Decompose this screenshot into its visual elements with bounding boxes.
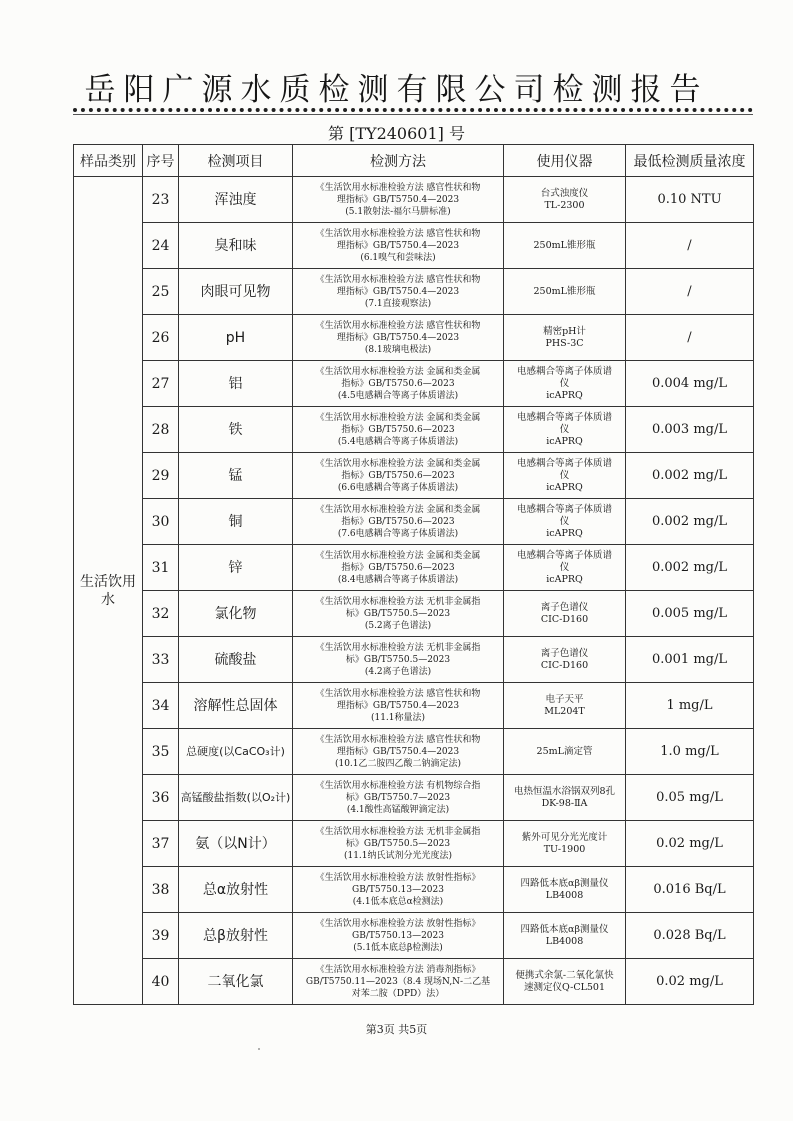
method-line: (4.2离子色谱法) xyxy=(364,666,432,677)
row-number: 26 xyxy=(143,315,179,361)
min-concentration: 1.0 mg/L xyxy=(626,729,754,775)
header-category: 样品类别 xyxy=(74,145,143,177)
min-concentration: 0.002 mg/L xyxy=(626,453,754,499)
row-number: 36 xyxy=(143,775,179,821)
table-row xyxy=(74,361,754,407)
test-item: 氯化物 xyxy=(179,591,293,637)
method-line: 标》GB/T5750.5—2023 xyxy=(345,838,451,849)
instrument-line: 精密pH计 xyxy=(543,325,586,337)
table-row xyxy=(74,545,754,591)
test-method xyxy=(293,361,504,407)
test-method xyxy=(293,499,504,545)
min-concentration: 0.10 NTU xyxy=(626,177,754,223)
test-method xyxy=(293,867,504,913)
row-number: 39 xyxy=(143,913,179,959)
test-method xyxy=(293,913,504,959)
sample-category: 生活饮用水 xyxy=(74,177,143,1005)
instrument xyxy=(504,867,626,913)
test-item: 总硬度(以CaCO₃计) xyxy=(179,729,293,775)
table-row xyxy=(74,683,754,729)
method-line: 理指标》GB/T5750.4—2023 xyxy=(336,746,460,757)
row-number: 24 xyxy=(143,223,179,269)
instrument-line: icAPRQ xyxy=(546,435,583,447)
method-line: 理指标》GB/T5750.4—2023 xyxy=(336,332,460,343)
method-line: (8.1玻璃电极法) xyxy=(364,344,432,355)
row-number: 35 xyxy=(143,729,179,775)
method-line: (10.1乙二胺四乙酸二钠滴定法) xyxy=(334,758,462,769)
table-row xyxy=(74,913,754,959)
report-title: 岳阳广源水质检测有限公司检测报告 xyxy=(84,72,709,108)
method-line: GB/T5750.13—2023 xyxy=(352,930,444,941)
instrument xyxy=(504,545,626,591)
instrument xyxy=(504,959,626,1005)
min-concentration: 0.05 mg/L xyxy=(626,775,754,821)
instrument xyxy=(504,637,626,683)
table-row xyxy=(74,775,754,821)
min-concentration: 0.003 mg/L xyxy=(626,407,754,453)
instrument-line: 紫外可见分光光度计 xyxy=(521,831,608,843)
min-concentration: 0.002 mg/L xyxy=(626,545,754,591)
test-item: 锌 xyxy=(179,545,293,591)
instrument-line: 仪 xyxy=(559,561,570,573)
instrument-line: icAPRQ xyxy=(546,481,583,493)
test-item: pH xyxy=(179,315,293,361)
min-concentration: 0.016 Bq/L xyxy=(626,867,754,913)
row-number: 32 xyxy=(143,591,179,637)
test-method xyxy=(293,223,504,269)
method-line: 标》GB/T5750.5—2023 xyxy=(345,608,451,619)
row-number: 31 xyxy=(143,545,179,591)
instrument-line: 仪 xyxy=(559,515,570,527)
test-item: 硫酸盐 xyxy=(179,637,293,683)
row-number: 37 xyxy=(143,821,179,867)
instrument-line: icAPRQ xyxy=(546,573,583,585)
report-number: 第 [TY240601] 号 xyxy=(328,124,465,143)
method-line: 《生活饮用水标准检验方法 金属和类金属 xyxy=(315,550,481,561)
test-item: 肉眼可见物 xyxy=(179,269,293,315)
method-line: 对苯二胺（DPD）法） xyxy=(351,988,445,999)
test-item: 浑浊度 xyxy=(179,177,293,223)
instrument xyxy=(504,913,626,959)
min-concentration: 0.001 mg/L xyxy=(626,637,754,683)
scan-speck xyxy=(258,1048,260,1050)
row-number: 28 xyxy=(143,407,179,453)
title-thin-rule xyxy=(73,114,753,115)
test-item: 锰 xyxy=(179,453,293,499)
test-method xyxy=(293,177,504,223)
method-line: 《生活饮用水标准检验方法 感官性状和物 xyxy=(315,274,481,285)
table-row xyxy=(74,407,754,453)
test-item: 二氧化氯 xyxy=(179,959,293,1005)
method-line: 理指标》GB/T5750.4—2023 xyxy=(336,194,460,205)
instrument-line: 仪 xyxy=(559,377,570,389)
method-line: (11.1纳氏试剂分光光度法) xyxy=(343,850,453,861)
min-concentration: 0.002 mg/L xyxy=(626,499,754,545)
page-number: 第3页 共5页 xyxy=(365,1023,428,1036)
row-number: 33 xyxy=(143,637,179,683)
table-row xyxy=(74,591,754,637)
method-line: 《生活饮用水标准检验方法 金属和类金属 xyxy=(315,412,481,423)
title-dotted-rule xyxy=(73,108,753,112)
method-line: 《生活饮用水标准检验方法 有机物综合指 xyxy=(315,780,481,791)
test-method xyxy=(293,775,504,821)
instrument-line: TL-2300 xyxy=(544,199,585,211)
method-line: (5.4电感耦合等离子体质谱法) xyxy=(337,436,459,447)
method-line: 《生活饮用水标准检验方法 感官性状和物 xyxy=(315,734,481,745)
min-concentration: / xyxy=(626,269,754,315)
method-line: 《生活饮用水标准检验方法 放射性指标》 xyxy=(315,872,481,883)
test-method xyxy=(293,453,504,499)
method-line: 《生活饮用水标准检验方法 感官性状和物 xyxy=(315,320,481,331)
test-item: 溶解性总固体 xyxy=(179,683,293,729)
method-line: (7.1直接观察法) xyxy=(364,298,432,309)
instrument-line: icAPRQ xyxy=(546,527,583,539)
table-row xyxy=(74,821,754,867)
test-item: 铜 xyxy=(179,499,293,545)
min-concentration: 0.005 mg/L xyxy=(626,591,754,637)
method-line: (4.1酸性高锰酸钾滴定法) xyxy=(346,804,450,815)
instrument-line: 便携式余氯-二氧化氯快 xyxy=(515,969,614,981)
table-row xyxy=(74,637,754,683)
method-line: 《生活饮用水标准检验方法 金属和类金属 xyxy=(315,366,481,377)
table-row xyxy=(74,867,754,913)
test-item: 高锰酸盐指数(以O₂计) xyxy=(179,775,293,821)
method-line: (5.2离子色谱法) xyxy=(364,620,432,631)
test-item: 总α放射性 xyxy=(179,867,293,913)
method-line: GB/T5750.13—2023 xyxy=(352,884,444,895)
method-line: (6.6电感耦合等离子体质谱法) xyxy=(337,482,459,493)
instrument xyxy=(504,591,626,637)
table-row xyxy=(74,959,754,1005)
instrument xyxy=(504,775,626,821)
table-row xyxy=(74,315,754,361)
min-concentration: / xyxy=(626,315,754,361)
min-concentration: 0.02 mg/L xyxy=(626,821,754,867)
method-line: 《生活饮用水标准检验方法 感官性状和物 xyxy=(315,182,481,193)
min-concentration: 0.004 mg/L xyxy=(626,361,754,407)
header-method: 检测方法 xyxy=(293,145,504,177)
test-item: 总β放射性 xyxy=(179,913,293,959)
instrument-line: 台式浊度仪 xyxy=(540,187,589,199)
min-concentration: / xyxy=(626,223,754,269)
test-method xyxy=(293,821,504,867)
method-line: (4.1低本底总α检测法) xyxy=(352,896,444,907)
instrument-line: icAPRQ xyxy=(546,389,583,401)
table-row xyxy=(74,269,754,315)
method-line: 《生活饮用水标准检验方法 放射性指标》 xyxy=(315,918,481,929)
row-number: 34 xyxy=(143,683,179,729)
min-concentration: 0.02 mg/L xyxy=(626,959,754,1005)
method-line: (4.5电感耦合等离子体质谱法) xyxy=(337,390,459,401)
instrument xyxy=(504,499,626,545)
test-method xyxy=(293,683,504,729)
instrument-line: LB4008 xyxy=(545,935,584,947)
test-method xyxy=(293,407,504,453)
header-item: 检测项目 xyxy=(179,145,293,177)
test-method xyxy=(293,591,504,637)
instrument-line: 四路低本底αβ测量仪 xyxy=(520,923,609,935)
test-item: 铁 xyxy=(179,407,293,453)
instrument xyxy=(504,683,626,729)
row-number: 25 xyxy=(143,269,179,315)
instrument-line: 电热恒温水浴锅双列8孔 xyxy=(513,785,616,797)
method-line: 标》GB/T5750.5—2023 xyxy=(345,654,451,665)
row-number: 38 xyxy=(143,867,179,913)
instrument-line: 电感耦合等离子体质谱 xyxy=(516,503,612,515)
table-row xyxy=(74,729,754,775)
method-line: 《生活饮用水标准检验方法 无机非金属指 xyxy=(315,596,481,607)
instrument xyxy=(504,223,626,269)
instrument-line: 250mL锥形瓶 xyxy=(533,239,596,251)
method-line: (11.1称量法) xyxy=(370,712,426,723)
method-line: 理指标》GB/T5750.4—2023 xyxy=(336,286,460,297)
method-line: (8.4电感耦合等离子体质谱法) xyxy=(337,574,459,585)
method-line: 指标》GB/T5750.6—2023 xyxy=(341,562,455,573)
instrument-line: 速测定仪Q-CL501 xyxy=(523,981,606,993)
instrument-line: 仪 xyxy=(559,469,570,481)
method-line: 指标》GB/T5750.6—2023 xyxy=(341,516,455,527)
test-method xyxy=(293,637,504,683)
method-line: 《生活饮用水标准检验方法 消毒剂指标》 xyxy=(315,964,481,975)
instrument-line: 电感耦合等离子体质谱 xyxy=(516,457,612,469)
instrument xyxy=(504,453,626,499)
method-line: 《生活饮用水标准检验方法 无机非金属指 xyxy=(315,642,481,653)
method-line: 《生活饮用水标准检验方法 金属和类金属 xyxy=(315,458,481,469)
method-line: 指标》GB/T5750.6—2023 xyxy=(341,424,455,435)
method-line: (6.1嗅气和尝味法) xyxy=(360,252,436,263)
instrument xyxy=(504,361,626,407)
min-concentration: 1 mg/L xyxy=(626,683,754,729)
table-row xyxy=(74,453,754,499)
instrument-line: LB4008 xyxy=(545,889,584,901)
test-method xyxy=(293,729,504,775)
test-item: 氨（以N计） xyxy=(179,821,293,867)
instrument xyxy=(504,729,626,775)
row-number: 30 xyxy=(143,499,179,545)
instrument xyxy=(504,821,626,867)
method-line: 理指标》GB/T5750.4—2023 xyxy=(336,240,460,251)
instrument-line: 四路低本底αβ测量仪 xyxy=(520,877,609,889)
test-item: 臭和味 xyxy=(179,223,293,269)
method-line: (7.6电感耦合等离子体质谱法) xyxy=(337,528,459,539)
instrument xyxy=(504,407,626,453)
method-line: 《生活饮用水标准检验方法 感官性状和物 xyxy=(315,228,481,239)
method-line: 《生活饮用水标准检验方法 感官性状和物 xyxy=(315,688,481,699)
instrument-line: CIC-D160 xyxy=(540,613,589,625)
table-row xyxy=(74,223,754,269)
header-concentration: 最低检测质量浓度 xyxy=(626,145,754,177)
instrument-line: 电感耦合等离子体质谱 xyxy=(516,411,612,423)
min-concentration: 0.028 Bq/L xyxy=(626,913,754,959)
instrument-line: 离子色谱仪 xyxy=(540,647,589,659)
instrument xyxy=(504,177,626,223)
method-line: 指标》GB/T5750.6—2023 xyxy=(341,378,455,389)
method-line: (5.1低本底总β检测法) xyxy=(353,942,443,953)
row-number: 23 xyxy=(143,177,179,223)
test-method xyxy=(293,269,504,315)
instrument-line: 离子色谱仪 xyxy=(540,601,589,613)
row-number: 27 xyxy=(143,361,179,407)
instrument-line: PHS-3C xyxy=(545,337,584,349)
method-line: (5.1散射法-福尔马肼标准) xyxy=(345,206,451,217)
instrument-line: DK-98-ⅡA xyxy=(541,797,588,809)
instrument-line: ML204T xyxy=(544,705,585,717)
instrument-line: TU-1900 xyxy=(543,843,586,855)
method-line: GB/T5750.11—2023（8.4 现场N,N-二乙基 xyxy=(305,976,491,987)
header-no: 序号 xyxy=(143,145,179,177)
instrument xyxy=(504,269,626,315)
row-number: 40 xyxy=(143,959,179,1005)
instrument-line: 电子天平 xyxy=(545,693,584,705)
method-line: 《生活饮用水标准检验方法 金属和类金属 xyxy=(315,504,481,515)
method-line: 理指标》GB/T5750.4—2023 xyxy=(336,700,460,711)
test-method xyxy=(293,545,504,591)
instrument-line: 25mL滴定管 xyxy=(536,745,593,757)
instrument-line: 仪 xyxy=(559,423,570,435)
test-item: 铝 xyxy=(179,361,293,407)
table-row xyxy=(74,177,754,223)
test-method xyxy=(293,959,504,1005)
instrument xyxy=(504,315,626,361)
table-row xyxy=(74,499,754,545)
table-header-row xyxy=(74,145,754,177)
method-line: 《生活饮用水标准检验方法 无机非金属指 xyxy=(315,826,481,837)
instrument-line: 电感耦合等离子体质谱 xyxy=(516,365,612,377)
header-instrument: 使用仪器 xyxy=(504,145,626,177)
test-method xyxy=(293,315,504,361)
instrument-line: CIC-D160 xyxy=(540,659,589,671)
method-line: 指标》GB/T5750.6—2023 xyxy=(341,470,455,481)
row-number: 29 xyxy=(143,453,179,499)
results-table xyxy=(73,144,754,1005)
instrument-line: 250mL锥形瓶 xyxy=(533,285,596,297)
instrument-line: 电感耦合等离子体质谱 xyxy=(516,549,612,561)
method-line: 标》GB/T5750.7—2023 xyxy=(345,792,451,803)
